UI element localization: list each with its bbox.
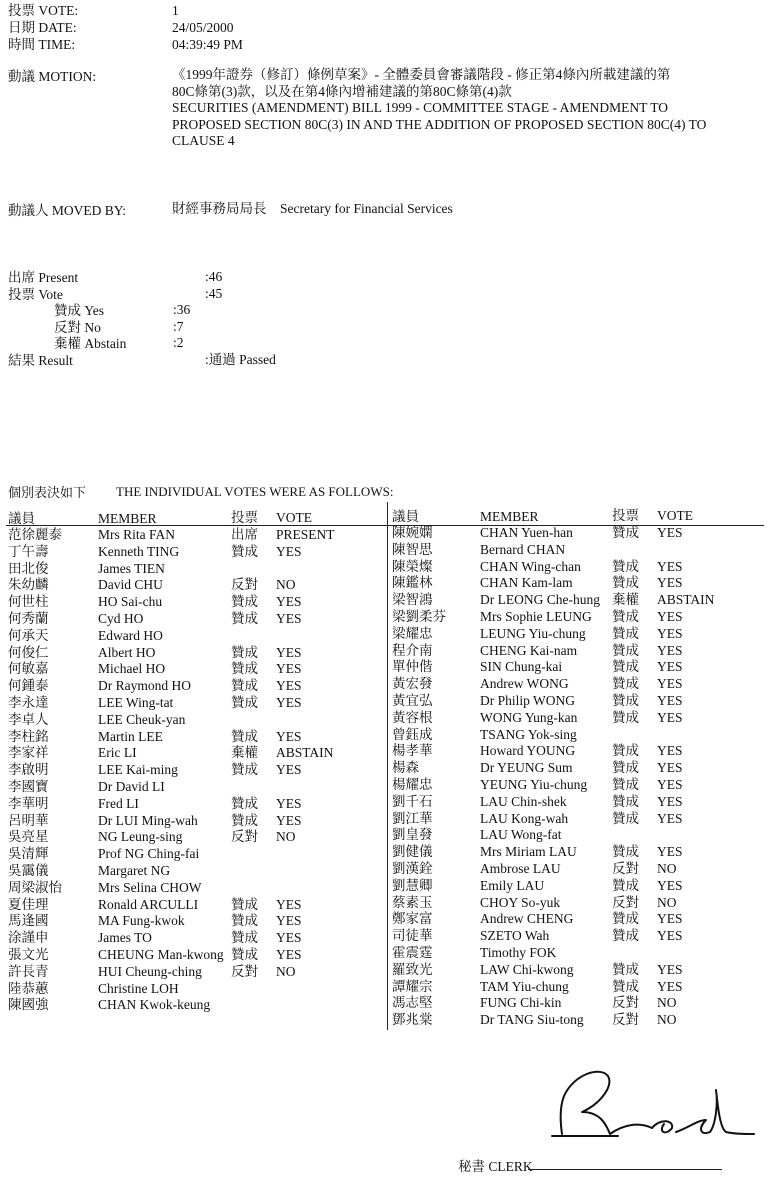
vote-zh: 贊成 — [231, 812, 258, 828]
member-en-header: MEMBER — [480, 509, 539, 524]
member-name-zh: 楊森 — [392, 760, 419, 776]
member-name-zh: 梁劉柔芬 — [392, 609, 446, 624]
vote-en: YES — [657, 609, 683, 624]
vote-zh: 贊成 — [231, 896, 258, 912]
member-name-en: LAW Chi-kwong — [480, 961, 574, 977]
vote-zh: 出席 — [231, 527, 258, 542]
member-name-en: CHAN Kam-lam — [480, 575, 573, 591]
member-name-en: SZETO Wah — [480, 928, 550, 944]
vote-en: YES — [276, 695, 302, 710]
vote-en: NO — [276, 829, 296, 845]
vote-en-header: VOTE — [276, 510, 312, 525]
vote-en: YES — [657, 877, 683, 893]
member-name-en: CHEUNG Man-kwong — [98, 947, 224, 962]
vote-zh: 贊成 — [612, 525, 639, 540]
vote-zh: 贊成 — [231, 644, 258, 660]
member-name-zh: 朱幼麟 — [8, 577, 49, 593]
member-name-zh: 李啟明 — [8, 762, 49, 778]
member-name-en: LEE Kai-ming — [98, 762, 178, 778]
member-name-en: LAU Wong-fat — [480, 827, 562, 843]
motion-label: 動議 MOTION: — [8, 69, 97, 84]
member-name-en: SIN Chung-kai — [480, 659, 563, 675]
date-value: 24/05/2000 — [172, 20, 234, 35]
member-name-en: Mrs Selina CHOW — [98, 879, 202, 895]
vote-zh: 贊成 — [231, 678, 258, 694]
member-name-en: HO Sai-chu — [98, 594, 163, 610]
clerk-label: 秘書 CLERK — [458, 1159, 533, 1174]
motion-line: PROPOSED SECTION 80C(3) IN AND THE ADDITION OF PROPOSED SECTION 80C(4) TO — [172, 116, 707, 132]
vote-zh: 贊成 — [612, 777, 639, 792]
abstain-label: 棄權 Abstain — [54, 336, 127, 351]
vote-zh: 棄權 — [231, 745, 258, 761]
vote-en: NO — [657, 894, 677, 910]
member-name-zh: 司徒華 — [392, 928, 433, 944]
vote-en: NO — [657, 995, 677, 1011]
member-name-zh: 譚耀宗 — [392, 978, 433, 994]
member-name-en: NG Leung-sing — [98, 829, 183, 845]
vote-en: YES — [276, 762, 302, 778]
member-name-en: Dr Philip WONG — [480, 693, 576, 708]
vote-en: YES — [276, 543, 302, 559]
vote-zh: 贊成 — [231, 728, 258, 744]
vote-en: YES — [657, 709, 683, 725]
member-name-en: Christine LOH — [98, 980, 179, 996]
vote-number-value: 1 — [172, 3, 179, 18]
vote-en: YES — [657, 625, 683, 641]
yes-value: :36 — [173, 302, 191, 317]
vote-zh: 反對 — [231, 577, 258, 593]
vote-en: YES — [276, 896, 302, 912]
member-name-zh: 馮志堅 — [392, 995, 433, 1011]
member-name-en: CHAN Yuen-han — [480, 525, 573, 540]
vote-en: ABSTAIN — [276, 745, 334, 761]
member-name-en: Emily LAU — [480, 877, 545, 893]
vote-zh: 贊成 — [612, 642, 639, 658]
member-name-zh: 曾鈺成 — [392, 726, 433, 742]
member-name-zh: 鄭家富 — [392, 911, 433, 927]
vote-en: YES — [276, 795, 302, 811]
vote-en: YES — [276, 913, 302, 929]
member-name-en: LAU Kong-wah — [480, 810, 569, 826]
vote-zh: 贊成 — [231, 661, 258, 677]
member-name-zh: 黃容根 — [392, 709, 433, 725]
vote-en: YES — [657, 659, 683, 675]
member-name-en: CHOY So-yuk — [480, 894, 561, 910]
member-name-zh: 何鍾泰 — [8, 678, 49, 694]
vote-zh: 贊成 — [612, 911, 639, 927]
member-name-en: LEE Cheuk-yan — [98, 711, 186, 727]
vote-en: YES — [657, 777, 683, 792]
member-name-zh: 陳鑑林 — [392, 575, 433, 591]
member-name-zh: 丁午壽 — [8, 543, 49, 559]
vote-zh: 贊成 — [231, 543, 258, 559]
member-name-zh: 劉漢銓 — [392, 861, 433, 876]
vote-zh: 贊成 — [612, 743, 639, 759]
member-name-zh: 李華明 — [8, 795, 49, 811]
member-name-zh: 陳婉嫻 — [392, 525, 433, 540]
motion-line: 80C條第(3)款，以及在第4條內增補建議的第80C條第(4)款 — [172, 83, 512, 99]
member-name-en: Dr LEONG Che-hung — [480, 592, 600, 608]
vote-en: YES — [657, 760, 683, 776]
member-name-en: Ronald ARCULLI — [98, 896, 199, 912]
vote-en: YES — [657, 928, 683, 944]
vote-zh: 贊成 — [231, 913, 258, 929]
vote-en-header: VOTE — [657, 508, 693, 523]
member-name-en: CHAN Wing-chan — [480, 558, 581, 574]
vote-en: YES — [657, 642, 683, 658]
clerk-signature-line — [528, 1169, 722, 1170]
member-name-en: LEE Wing-tat — [98, 695, 174, 710]
vote-zh: 贊成 — [612, 760, 639, 776]
member-name-zh: 劉皇發 — [392, 827, 433, 843]
vote-zh: 贊成 — [612, 709, 639, 725]
vote-zh: 贊成 — [231, 611, 258, 626]
member-name-en: Eric LI — [98, 745, 137, 761]
vote-en: YES — [276, 947, 302, 962]
member-name-zh: 李國寶 — [8, 779, 49, 794]
vote-zh: 反對 — [612, 894, 639, 910]
moved-by-label: 動議人 MOVED BY: — [8, 203, 127, 218]
member-name-en: Dr TANG Siu-tong — [480, 1012, 584, 1028]
vote-en: YES — [276, 728, 302, 744]
vote-en: YES — [276, 594, 302, 610]
member-name-en: Mrs Rita FAN — [98, 527, 176, 542]
vote-en: YES — [657, 575, 683, 591]
vote-zh: 贊成 — [612, 625, 639, 641]
member-name-zh: 霍震霆 — [392, 945, 433, 960]
member-name-en: Edward HO — [98, 627, 163, 643]
member-name-zh: 單仲偕 — [392, 659, 433, 675]
member-name-en: Margaret NG — [98, 863, 171, 878]
member-name-en: Prof NG Ching-fai — [98, 846, 200, 862]
vote-en: NO — [657, 1012, 677, 1028]
member-name-en: James TIEN — [98, 560, 165, 576]
vote-en: YES — [657, 525, 683, 540]
vote-zh: 贊成 — [231, 594, 258, 610]
member-name-en: FUNG Chi-kin — [480, 995, 562, 1011]
vote-en: YES — [657, 978, 683, 994]
member-name-en: Albert HO — [98, 644, 156, 660]
moved-by-value: 財經事務局局長 Secretary for Financial Services — [172, 201, 453, 216]
member-name-en: YEUNG Yiu-chung — [480, 777, 588, 792]
vote-number-label: 投票 VOTE: — [8, 3, 79, 18]
vote-en: YES — [276, 812, 302, 828]
vote-en: YES — [276, 678, 302, 694]
vote-en: NO — [276, 577, 296, 593]
member-name-zh: 陳智思 — [392, 541, 433, 557]
member-name-en: WONG Yung-kan — [480, 709, 578, 725]
member-name-zh: 劉慧卿 — [392, 877, 433, 893]
member-name-zh: 馬逢國 — [8, 913, 49, 929]
member-name-zh: 黃宜弘 — [392, 693, 433, 708]
clerk-signature — [548, 1062, 758, 1146]
vote-zh: 贊成 — [612, 978, 639, 994]
vote-en: YES — [657, 810, 683, 826]
member-zh-header: 議員 — [392, 509, 419, 524]
vote-zh: 贊成 — [612, 961, 639, 977]
member-name-zh: 吳靄儀 — [8, 863, 49, 878]
member-name-zh: 吳清輝 — [8, 846, 49, 862]
member-name-en: Martin LEE — [98, 728, 163, 744]
member-name-zh: 蔡素玉 — [392, 894, 433, 910]
vote-en: ABSTAIN — [657, 592, 715, 608]
vote-zh: 贊成 — [612, 659, 639, 675]
member-name-en: Dr David LI — [98, 779, 165, 794]
column-divider — [387, 502, 388, 1030]
vote-en: YES — [657, 676, 683, 692]
member-name-zh: 黃宏發 — [392, 676, 433, 692]
member-name-zh: 周梁淑怡 — [8, 879, 62, 895]
member-name-zh: 張文光 — [8, 947, 49, 962]
member-name-zh: 劉千石 — [392, 793, 433, 809]
vote-zh: 贊成 — [612, 928, 639, 944]
vote-en: YES — [657, 793, 683, 809]
vote-en: YES — [657, 558, 683, 574]
member-name-en: Andrew CHENG — [480, 911, 574, 927]
vote-zh: 棄權 — [612, 592, 639, 608]
member-name-en: Mrs Sophie LEUNG — [480, 609, 592, 624]
member-name-zh: 李卓人 — [8, 711, 49, 727]
member-name-en: Timothy FOK — [480, 945, 557, 960]
vote-zh: 贊成 — [612, 558, 639, 574]
member-name-zh: 劉健儀 — [392, 844, 433, 860]
member-name-en: Cyd HO — [98, 611, 144, 626]
motion-text — [172, 67, 762, 150]
member-name-en: Kenneth TING — [98, 543, 180, 559]
vote-zh: 贊成 — [231, 795, 258, 811]
vote-zh: 贊成 — [612, 810, 639, 826]
motion-line: 《1999年證券（修訂）條例草案》- 全體委員會審議階段 - 修正第4條內所載建議的第 — [172, 67, 671, 82]
member-name-zh: 何俊仁 — [8, 644, 49, 660]
no-value: :7 — [173, 319, 184, 334]
member-name-en: HUI Cheung-ching — [98, 963, 202, 979]
member-name-en: Dr Raymond HO — [98, 678, 191, 694]
member-name-zh: 陳榮燦 — [392, 558, 433, 574]
vote-zh: 贊成 — [612, 793, 639, 809]
vote-zh: 贊成 — [231, 947, 258, 962]
member-name-zh: 許長青 — [8, 963, 49, 979]
vote-en: NO — [276, 963, 296, 979]
vote-en: YES — [657, 844, 683, 860]
member-name-zh: 涂謹申 — [8, 930, 49, 946]
member-name-zh: 梁耀忠 — [392, 625, 433, 641]
vote-zh-header: 投票 — [231, 510, 258, 525]
member-name-en: Dr YEUNG Sum — [480, 760, 573, 776]
abstain-value: :2 — [173, 335, 184, 350]
vote-zh: 贊成 — [231, 762, 258, 778]
vote-en: YES — [276, 661, 302, 677]
member-name-zh: 楊孝華 — [392, 743, 433, 759]
vote-zh: 贊成 — [231, 930, 258, 946]
present-value: :46 — [205, 269, 223, 284]
member-name-en: TSANG Yok-sing — [480, 726, 577, 742]
motion-line: CLAUSE 4 — [172, 133, 235, 148]
member-en-header: MEMBER — [98, 511, 157, 526]
vote-zh: 贊成 — [231, 695, 258, 710]
member-name-en: CHENG Kai-nam — [480, 642, 578, 658]
vote-zh: 反對 — [612, 1012, 639, 1028]
member-name-zh: 梁智鴻 — [392, 592, 433, 608]
vote-en: YES — [657, 693, 683, 708]
member-name-zh: 何世柱 — [8, 594, 49, 610]
member-name-zh: 夏佳理 — [8, 896, 49, 912]
time-label: 時間 TIME: — [8, 37, 76, 52]
result-value: :通過 Passed — [205, 352, 276, 367]
member-zh-header: 議員 — [8, 511, 35, 526]
yes-label: 贊成 Yes — [54, 303, 105, 318]
member-name-en: James TO — [98, 930, 152, 946]
member-name-zh: 何承天 — [8, 627, 49, 643]
member-name-en: Ambrose LAU — [480, 861, 561, 876]
member-name-zh: 陳國強 — [8, 997, 49, 1013]
vote-count-label: 投票 Vote — [8, 287, 63, 302]
vote-en: YES — [276, 611, 302, 626]
individual-votes-title-en: THE INDIVIDUAL VOTES WERE AS FOLLOWS: — [116, 484, 394, 499]
member-name-en: Fred LI — [98, 795, 139, 811]
vote-en: NO — [657, 861, 677, 876]
member-name-zh: 劉江華 — [392, 810, 433, 826]
header-rule — [6, 525, 764, 526]
member-name-zh: 羅致光 — [392, 961, 433, 977]
vote-zh: 贊成 — [612, 676, 639, 692]
vote-zh: 反對 — [231, 963, 258, 979]
member-name-en: David CHU — [98, 577, 163, 593]
vote-en: PRESENT — [276, 527, 335, 542]
member-name-en: CHAN Kwok-keung — [98, 997, 211, 1013]
vote-zh: 贊成 — [612, 575, 639, 591]
present-label: 出席 Present — [8, 270, 79, 285]
member-name-zh: 李柱銘 — [8, 728, 49, 744]
member-name-en: Bernard CHAN — [480, 541, 566, 557]
member-name-zh: 鄧兆棠 — [392, 1012, 433, 1028]
vote-zh: 反對 — [231, 829, 258, 845]
motion-line: SECURITIES (AMENDMENT) BILL 1999 - COMMITTEE STAGE - AMENDMENT TO — [172, 100, 669, 115]
vote-count-value: :45 — [205, 286, 223, 301]
member-name-zh: 范徐麗泰 — [8, 527, 62, 542]
vote-zh: 贊成 — [612, 609, 639, 624]
vote-zh-header: 投票 — [612, 508, 639, 523]
vote-en: YES — [276, 644, 302, 660]
member-name-en: Andrew WONG — [480, 676, 569, 692]
vote-zh: 贊成 — [612, 877, 639, 893]
member-name-en: Dr LUI Ming-wah — [98, 812, 198, 828]
vote-zh: 贊成 — [612, 844, 639, 860]
member-name-en: Mrs Miriam LAU — [480, 844, 577, 860]
vote-en: YES — [276, 930, 302, 946]
member-name-en: Howard YOUNG — [480, 743, 576, 759]
time-value: 04:39:49 PM — [172, 37, 243, 52]
member-name-zh: 何秀蘭 — [8, 611, 49, 626]
member-name-en: LEUNG Yiu-chung — [480, 625, 586, 641]
member-name-zh: 程介南 — [392, 642, 433, 658]
member-name-zh: 呂明華 — [8, 812, 49, 828]
member-name-en: MA Fung-kwok — [98, 913, 185, 929]
member-name-zh: 吳亮星 — [8, 829, 49, 845]
vote-en: YES — [657, 743, 683, 759]
vote-en: YES — [657, 961, 683, 977]
member-name-en: LAU Chin-shek — [480, 793, 567, 809]
no-label: 反對 No — [54, 320, 101, 335]
member-name-zh: 陸恭蕙 — [8, 980, 49, 996]
member-name-en: TAM Yiu-chung — [480, 978, 569, 994]
member-name-zh: 楊耀忠 — [392, 777, 433, 792]
result-label: 結果 Result — [8, 353, 73, 368]
member-name-zh: 李永達 — [8, 695, 49, 710]
member-name-zh: 何敏嘉 — [8, 661, 49, 677]
individual-votes-title-zh: 個別表決如下 — [8, 485, 87, 500]
vote-en: YES — [657, 911, 683, 927]
member-name-en: Michael HO — [98, 661, 166, 677]
member-name-zh: 田北俊 — [8, 560, 49, 576]
vote-zh: 贊成 — [612, 693, 639, 708]
member-name-zh: 李家祥 — [8, 745, 49, 761]
vote-zh: 反對 — [612, 861, 639, 876]
date-label: 日期 DATE: — [8, 20, 77, 35]
vote-zh: 反對 — [612, 995, 639, 1011]
